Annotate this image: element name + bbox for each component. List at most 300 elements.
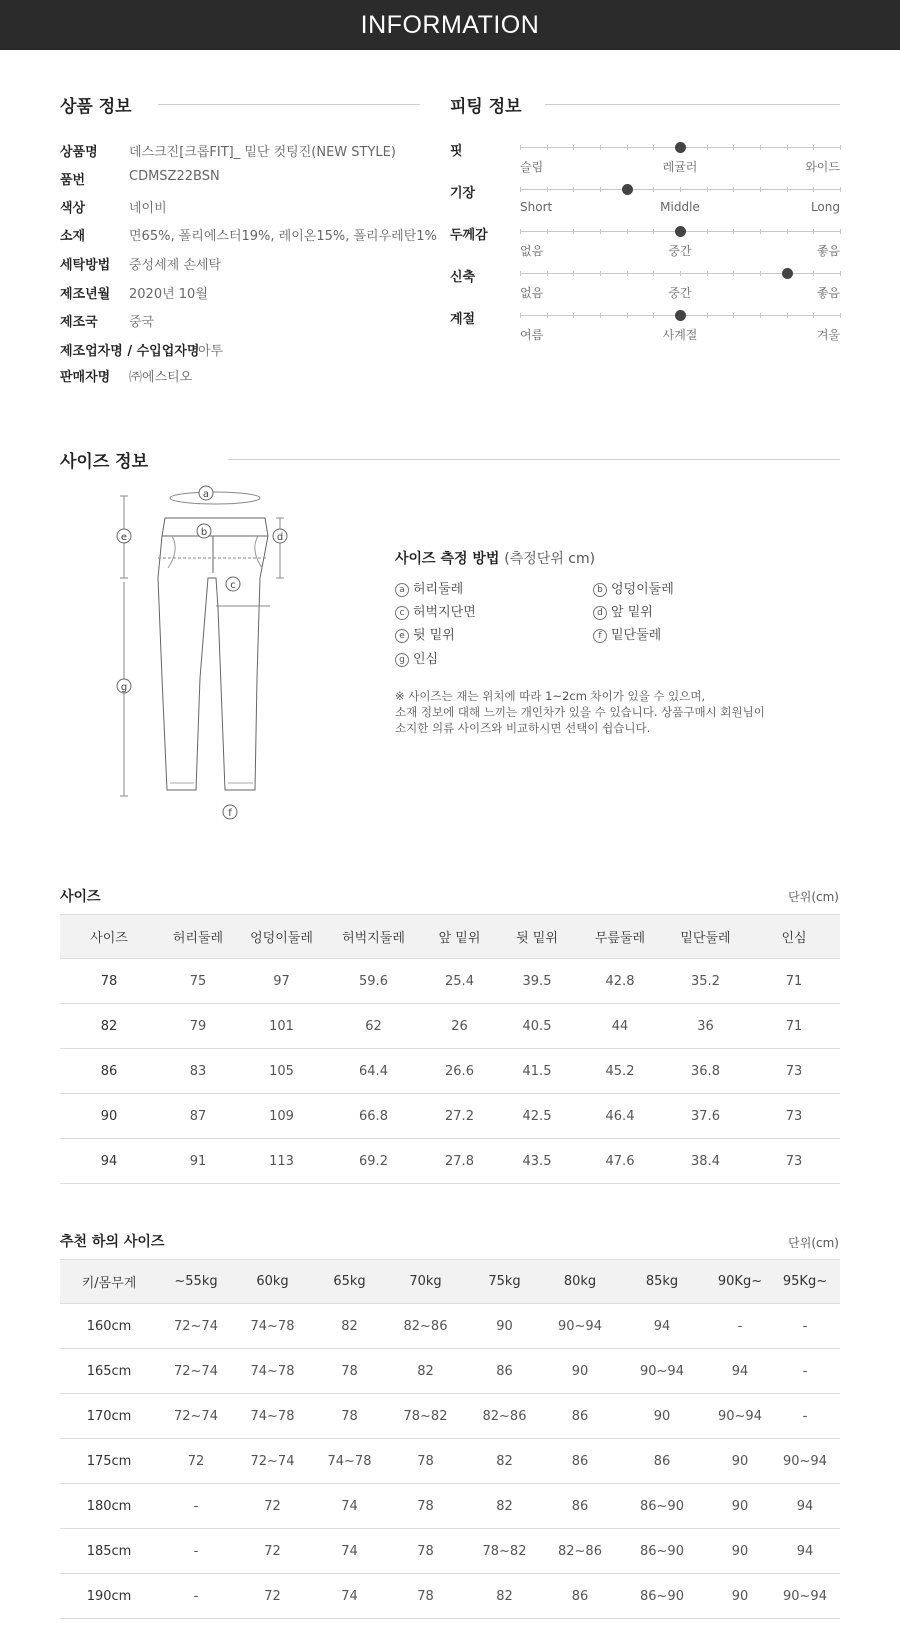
legend-label: 인심 (413, 652, 439, 667)
size-table-cell: 45.2 (577, 1049, 663, 1094)
rec-table-cell: 72 (234, 1484, 311, 1529)
rec-table-header-cell: 65kg (311, 1260, 388, 1304)
size-table-row (60, 959, 840, 1004)
size-note (395, 688, 795, 736)
fitting-scale-track (520, 231, 840, 232)
fitting-scale-tick (760, 271, 761, 276)
fitting-scale-tick (547, 229, 548, 234)
fitting-scale-tick (840, 271, 841, 276)
rec-table-cell: 74 (311, 1484, 388, 1529)
fitting-scale-tick (707, 145, 708, 150)
size-table-cell: 37.6 (663, 1094, 748, 1139)
rec-table-cell: 90~94 (546, 1304, 614, 1349)
product-info-key: 제조국 (60, 315, 98, 330)
rec-table-cell: 86~90 (614, 1484, 710, 1529)
fitting-label: 두께감 (450, 228, 488, 243)
fitting-scale-tick (760, 145, 761, 150)
fitting-scale-label: 없음 (520, 244, 544, 258)
rec-table-header-cell: 90Kg~ (710, 1260, 770, 1304)
product-info-key: 품번 (60, 173, 86, 188)
rec-table-cell: 86 (546, 1394, 614, 1439)
marker-b-label: b (200, 527, 208, 538)
rec-table-cell: 78 (388, 1484, 463, 1529)
fitting-scale-tick (760, 313, 761, 318)
fitting-scale-tick (813, 187, 814, 192)
size-table-cell: 109 (238, 1094, 325, 1139)
size-table-cell: 41.5 (497, 1049, 577, 1094)
marker-d (273, 529, 287, 543)
fitting-level-marker (675, 142, 686, 153)
rec-table-cell: 72~74 (158, 1304, 234, 1349)
rec-table-cell: 86 (546, 1574, 614, 1619)
legend-label: 허벅지단면 (413, 605, 476, 620)
rec-table-cell: 82~86 (388, 1304, 463, 1349)
rec-table-cell: 90 (614, 1394, 710, 1439)
size-table-cell: 113 (238, 1139, 325, 1184)
size-table-cell: 42.8 (577, 959, 663, 1004)
fitting-info-title: 피팅 정보 (450, 97, 522, 117)
banner-title: INFORMATION (360, 11, 540, 39)
size-table-cell: 71 (748, 1004, 840, 1049)
size-table-cell: 78 (60, 959, 158, 1004)
fitting-scale-label: 겨울 (816, 328, 840, 342)
marker-a-label: a (202, 489, 210, 500)
rec-table-cell: 86~90 (614, 1574, 710, 1619)
fitting-scale-tick (680, 271, 681, 276)
rec-table-header-cell: 80kg (546, 1260, 614, 1304)
rec-table-header-cell: 키/몸무게 (60, 1260, 158, 1304)
fitting-scale-tick (653, 187, 654, 192)
size-table-unit: 단위(cm) (788, 890, 839, 904)
marker-g (117, 679, 131, 693)
rec-table-cell: 165cm (60, 1349, 158, 1394)
rec-table-cell: 86 (614, 1439, 710, 1484)
fitting-level-marker (675, 310, 686, 321)
fitting-scale-tick (787, 313, 788, 318)
fitting-scale-tick (733, 271, 734, 276)
legend-marker: d (593, 606, 607, 620)
rec-table-cell: 180cm (60, 1484, 158, 1529)
rec-table-header (60, 1260, 840, 1304)
fitting-scale-tick (547, 145, 548, 150)
size-table-cell: 87 (158, 1094, 238, 1139)
rec-table-cell: 78~82 (463, 1529, 546, 1574)
fitting-scale-tick (573, 229, 574, 234)
rec-table-cell: 90~94 (770, 1574, 840, 1619)
rec-table-row (60, 1484, 840, 1529)
marker-g-label: g (120, 682, 128, 693)
legend-label: 밑단둘레 (611, 628, 662, 643)
fitting-scale-tick (600, 229, 601, 234)
fitting-scale-tick (653, 229, 654, 234)
fitting-scale-tick (653, 271, 654, 276)
rec-table-row (60, 1529, 840, 1574)
rec-table-cell: 86 (463, 1349, 546, 1394)
fitting-scale-tick (627, 271, 628, 276)
size-table-cell: 83 (158, 1049, 238, 1094)
information-banner (0, 0, 900, 50)
rec-table-cell: - (770, 1304, 840, 1349)
size-table-cell: 26 (422, 1004, 497, 1049)
rec-table-cell: 78~82 (388, 1394, 463, 1439)
rec-table-cell: 82 (388, 1349, 463, 1394)
fitting-scale-tick (813, 271, 814, 276)
fitting-scale-label: 사계절 (662, 328, 698, 342)
size-table-cell: 40.5 (497, 1004, 577, 1049)
fitting-scale-tick (840, 313, 841, 318)
rec-table-header-cell: 85kg (614, 1260, 710, 1304)
fitting-scale-label: 중간 (668, 244, 692, 258)
fitting-scale-tick (840, 187, 841, 192)
rec-table-cell: 94 (770, 1484, 840, 1529)
fitting-scale-tick (520, 271, 521, 276)
size-table-cell: 91 (158, 1139, 238, 1184)
rec-table-header-cell: 60kg (234, 1260, 311, 1304)
fitting-scale-tick (653, 313, 654, 318)
fitting-scale-label: Middle (660, 200, 700, 214)
rec-table-cell: 90~94 (614, 1349, 710, 1394)
marker-f-label: f (228, 808, 232, 819)
measure-method-unit: (측정단위 cm) (504, 551, 596, 567)
size-table-cell: 59.6 (325, 959, 422, 1004)
size-table-header-cell: 밑단둘레 (663, 915, 748, 959)
fitting-scale-tick (600, 145, 601, 150)
fitting-scale-tick (787, 229, 788, 234)
rec-table-header-cell: ~55kg (158, 1260, 234, 1304)
legend-label: 허리둘레 (413, 582, 464, 597)
fitting-scale-label: 없음 (520, 286, 544, 300)
size-table-cell: 105 (238, 1049, 325, 1094)
rec-table-cell: 94 (770, 1529, 840, 1574)
measure-method-label: 사이즈 측정 방법 (395, 551, 500, 567)
product-info-value: 2020년 10월 (129, 287, 208, 302)
legend-item (395, 601, 476, 620)
fitting-level-marker (675, 226, 686, 237)
fitting-level-marker (622, 184, 633, 195)
fitting-scale-tick (600, 271, 601, 276)
rec-table-cell: 78 (388, 1529, 463, 1574)
product-info-value: 아투 (198, 344, 224, 359)
fitting-scale-tick (520, 313, 521, 318)
rec-table-cell: 90 (710, 1439, 770, 1484)
pants-diagram (110, 478, 310, 838)
fitting-scale-tick (520, 145, 521, 150)
product-info-key: 소재 (60, 229, 86, 244)
fitting-scale-label: Long (810, 200, 840, 214)
fitting-scale-tick (733, 145, 734, 150)
fitting-level-marker (782, 268, 793, 279)
size-table-title: 사이즈 (60, 889, 101, 905)
rec-table-header-cell: 95Kg~ (770, 1260, 840, 1304)
rec-table-row (60, 1394, 840, 1439)
rec-table-cell: 90 (710, 1484, 770, 1529)
size-table-cell: 73 (748, 1049, 840, 1094)
fitting-scale-tick (573, 145, 574, 150)
legend-item (395, 624, 455, 643)
rec-table-cell: 82 (311, 1304, 388, 1349)
fitting-label: 기장 (450, 186, 476, 201)
size-table-cell: 43.5 (497, 1139, 577, 1184)
fitting-label: 계절 (450, 312, 476, 327)
size-table-row (60, 1004, 840, 1049)
size-table-cell: 64.4 (325, 1049, 422, 1094)
fitting-scale-tick (573, 271, 574, 276)
size-table-cell: 44 (577, 1004, 663, 1049)
legend-item (395, 648, 438, 667)
product-info-title: 상품 정보 (60, 97, 132, 117)
rec-table-cell: 190cm (60, 1574, 158, 1619)
fitting-label: 신축 (450, 270, 476, 285)
rec-table-unit: 단위(cm) (788, 1236, 839, 1250)
size-table-row (60, 1139, 840, 1184)
size-table-cell: 27.8 (422, 1139, 497, 1184)
fitting-scale-tick (653, 145, 654, 150)
size-table-cell: 86 (60, 1049, 158, 1094)
size-table-cell: 69.2 (325, 1139, 422, 1184)
product-info-key: 판매자명 (60, 370, 111, 385)
size-table-cell: 36.8 (663, 1049, 748, 1094)
fitting-scale-track (520, 273, 840, 274)
fitting-label: 핏 (450, 144, 463, 159)
product-info-value: 중성세제 손세탁 (129, 258, 222, 273)
legend-label: 뒷 밑위 (413, 628, 455, 643)
rec-table-cell: 90 (546, 1349, 614, 1394)
size-table-cell: 39.5 (497, 959, 577, 1004)
size-table-cell: 25.4 (422, 959, 497, 1004)
fitting-scale-label: 좋음 (816, 286, 840, 300)
legend-marker: b (593, 583, 607, 597)
size-table-cell: 90 (60, 1094, 158, 1139)
fitting-row (450, 184, 840, 226)
rec-table-cell: 86~90 (614, 1529, 710, 1574)
size-table-cell: 71 (748, 959, 840, 1004)
legend-label: 앞 밑위 (611, 605, 653, 620)
size-table-cell: 36 (663, 1004, 748, 1049)
fitting-scale-tick (787, 145, 788, 150)
fitting-scale-tick (760, 229, 761, 234)
fitting-scale-tick (813, 145, 814, 150)
rec-table-cell: 82~86 (546, 1529, 614, 1574)
size-table-header-cell: 엉덩이둘레 (238, 915, 325, 959)
rec-table-row (60, 1574, 840, 1619)
rec-table-cell: 94 (614, 1304, 710, 1349)
rec-table-cell: 86 (546, 1439, 614, 1484)
rec-table-title: 추천 하의 사이즈 (60, 1234, 165, 1250)
rec-table-row (60, 1349, 840, 1394)
fitting-scale-tick (733, 313, 734, 318)
marker-e-label: e (120, 532, 128, 543)
fitting-scale-tick (573, 313, 574, 318)
rec-table-cell: 90 (710, 1529, 770, 1574)
marker-c-label: c (230, 580, 236, 591)
rec-table-cell: 72~74 (158, 1349, 234, 1394)
size-table-cell: 26.6 (422, 1049, 497, 1094)
legend-marker: g (395, 653, 409, 667)
size-table-cell: 82 (60, 1004, 158, 1049)
rec-table-cell: - (770, 1349, 840, 1394)
fitting-scale-tick (733, 229, 734, 234)
rec-table-cell: 82 (463, 1574, 546, 1619)
legend-item (593, 601, 653, 620)
rec-table-cell: 72 (234, 1574, 311, 1619)
fitting-scale-tick (813, 229, 814, 234)
rec-table-cell: 170cm (60, 1394, 158, 1439)
measure-method (395, 548, 815, 568)
rec-table-cell: 72 (158, 1439, 234, 1484)
product-info-key: 제조년월 (60, 287, 111, 302)
legend-item (593, 624, 661, 643)
size-table-cell: 79 (158, 1004, 238, 1049)
size-table-header-cell: 무릎둘레 (577, 915, 663, 959)
fitting-scale-tick (760, 187, 761, 192)
size-table-cell: 73 (748, 1139, 840, 1184)
product-info-key: 제조업자명 / 수입업자명 (60, 344, 200, 359)
fitting-scale-label: Short (520, 200, 553, 214)
size-note-line: 소지한 의류 사이즈와 비교하시면 선택이 쉽습니다. (395, 721, 651, 735)
fitting-scale-tick (840, 145, 841, 150)
fitting-scale-label: 레귤러 (662, 160, 698, 174)
rec-table-cell: 90~94 (770, 1439, 840, 1484)
product-info-value: ㈜에스티오 (129, 370, 193, 385)
fitting-scale-tick (707, 229, 708, 234)
size-table-cell: 47.6 (577, 1139, 663, 1184)
fitting-scale-tick (547, 187, 548, 192)
rec-table-cell: - (770, 1394, 840, 1439)
legend-label: 엉덩이둘레 (611, 582, 674, 597)
size-info-title: 사이즈 정보 (60, 452, 149, 472)
product-info-value: 면65%, 폴리에스터19%, 레이온15%, 폴리우레탄1% (129, 229, 437, 244)
rec-table-cell: 82 (463, 1484, 546, 1529)
legend-item (593, 578, 674, 597)
legend-item (395, 578, 463, 597)
rec-table-cell: 74 (311, 1574, 388, 1619)
rec-table-cell: 82 (463, 1439, 546, 1484)
marker-d-label: d (276, 532, 284, 543)
rec-table-cell: 72~74 (234, 1439, 311, 1484)
size-table-header-cell: 인심 (748, 915, 840, 959)
rec-table-cell: 78 (311, 1394, 388, 1439)
fitting-row (450, 268, 840, 310)
rec-table-cell: 90 (463, 1304, 546, 1349)
size-table-header-cell: 사이즈 (60, 915, 158, 959)
marker-e (117, 529, 131, 543)
rec-table-row (60, 1304, 840, 1349)
size-table-cell: 73 (748, 1094, 840, 1139)
rec-table-cell: 78 (311, 1349, 388, 1394)
size-table-cell: 35.2 (663, 959, 748, 1004)
rec-table-cell: 175cm (60, 1439, 158, 1484)
rec-table-row (60, 1439, 840, 1484)
rec-table-cell: 74~78 (311, 1439, 388, 1484)
fitting-scale-label: 와이드 (805, 160, 840, 174)
rec-table-cell: 78 (388, 1574, 463, 1619)
fitting-scale-label: 좋음 (816, 244, 840, 258)
size-table-row (60, 1049, 840, 1094)
product-info-value: CDMSZ22BSN (129, 169, 220, 184)
size-table-cell: 42.5 (497, 1094, 577, 1139)
fitting-scale-tick (600, 187, 601, 192)
rec-table-cell: 90 (710, 1574, 770, 1619)
rec-table-cell: 90~94 (710, 1394, 770, 1439)
rec-table-cell: 72~74 (158, 1394, 234, 1439)
size-table-header-cell: 앞 밑위 (422, 915, 497, 959)
fitting-scale-label: 여름 (520, 328, 544, 342)
fitting-scale-track (520, 147, 840, 148)
size-table-cell: 75 (158, 959, 238, 1004)
rec-table-cell: 72 (234, 1529, 311, 1574)
legend-marker: e (395, 629, 409, 643)
fitting-scale-tick (627, 313, 628, 318)
product-info-value: 네이비 (129, 201, 167, 216)
measure-method-title (395, 548, 815, 568)
rec-table-cell: 160cm (60, 1304, 158, 1349)
fitting-scale-tick (787, 187, 788, 192)
size-note-line: ※ 사이즈는 재는 위치에 따라 1~2cm 차이가 있을 수 있으며, (395, 689, 706, 703)
legend-marker: c (395, 606, 409, 620)
product-info-key: 상품명 (60, 145, 98, 160)
size-table-cell: 62 (325, 1004, 422, 1049)
size-table-cell: 46.4 (577, 1094, 663, 1139)
size-table-cell: 94 (60, 1139, 158, 1184)
fitting-scale-tick (520, 229, 521, 234)
fitting-scale-label: 중간 (668, 286, 692, 300)
size-table-cell: 38.4 (663, 1139, 748, 1184)
product-info-key: 세탁방법 (60, 258, 111, 273)
fitting-scale-tick (707, 187, 708, 192)
fitting-scale-tick (707, 313, 708, 318)
marker-a (199, 486, 213, 500)
size-table (60, 914, 840, 1184)
fitting-scale-tick (627, 229, 628, 234)
rec-table-cell: - (158, 1529, 234, 1574)
fitting-row (450, 226, 840, 268)
size-table-header-cell: 허리둘레 (158, 915, 238, 959)
rec-table-cell: 74~78 (234, 1304, 311, 1349)
fitting-scale-tick (573, 187, 574, 192)
size-table-header-cell: 뒷 밑위 (497, 915, 577, 959)
fitting-row (450, 310, 840, 352)
marker-c (226, 577, 240, 591)
fitting-scale-tick (707, 271, 708, 276)
rec-table-cell: 74 (311, 1529, 388, 1574)
rec-table-cell: 74~78 (234, 1349, 311, 1394)
fitting-info-rule (545, 104, 840, 105)
fitting-scale-tick (680, 187, 681, 192)
size-table-header (60, 915, 840, 959)
rec-table (60, 1259, 840, 1619)
rec-table-cell: 185cm (60, 1529, 158, 1574)
rec-table-cell: 94 (710, 1349, 770, 1394)
fitting-scale-track (520, 315, 840, 316)
size-note-line: 소재 정보에 대해 느끼는 개인차가 있을 수 있습니다. 상품구매시 회원님이 (395, 705, 765, 719)
legend-marker: a (395, 583, 409, 597)
product-info-value: 데스크진[크롭FIT]_ 밑단 컷팅진(NEW STYLE) (129, 145, 396, 160)
size-table-cell: 27.2 (422, 1094, 497, 1139)
fitting-scale-track (520, 189, 840, 190)
rec-table-cell: - (710, 1304, 770, 1349)
product-info-rule (158, 104, 420, 105)
rec-table-cell: 74~78 (234, 1394, 311, 1439)
fitting-scale-tick (813, 313, 814, 318)
size-table-header-cell: 허벅지둘레 (325, 915, 422, 959)
product-info-value: 중국 (129, 315, 155, 330)
product-info-key: 색상 (60, 201, 86, 216)
rec-table-cell: 78 (388, 1439, 463, 1484)
rec-table-cell: 86 (546, 1484, 614, 1529)
fitting-row (450, 142, 840, 184)
rec-table-cell: - (158, 1484, 234, 1529)
fitting-scale-tick (547, 313, 548, 318)
